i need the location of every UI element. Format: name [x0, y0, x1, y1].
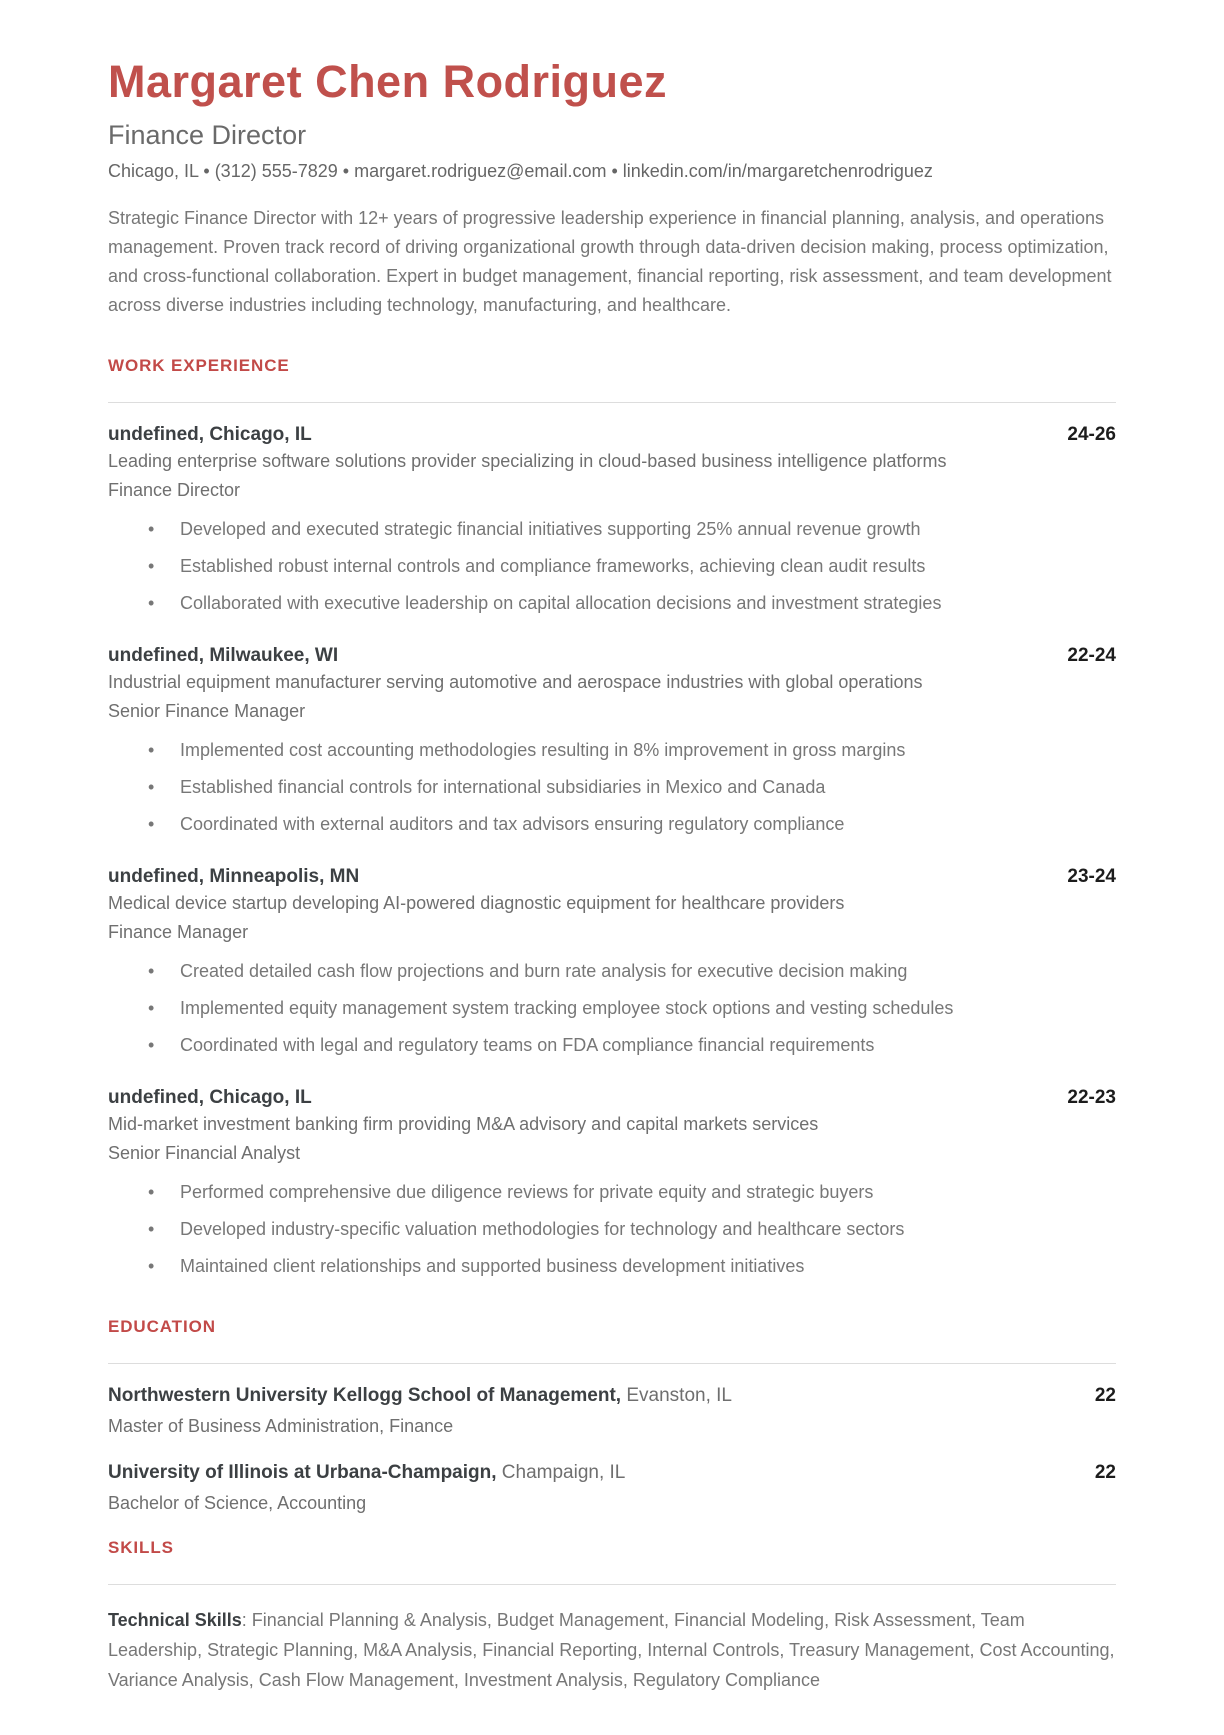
education-dates: 22: [1094, 1384, 1116, 1406]
bullet-item: • Collaborated with executive leadership on capital allocation decisions and investment strategies: [108, 589, 1116, 618]
job-header-row: [108, 865, 1116, 889]
skills-label: Technical Skills: [108, 1609, 242, 1630]
education-entry: [108, 1461, 1116, 1518]
job-description: Leading enterprise software solutions provider specializing in cloud-based business intelligence platforms: [108, 450, 947, 471]
bullet-item: • Coordinated with legal and regulatory teams on FDA compliance financial requirements: [108, 1031, 1116, 1060]
education-school: [108, 1384, 732, 1408]
education-section: [108, 1317, 1116, 1518]
work-experience-heading: WORK EXPERIENCE: [108, 355, 290, 375]
job-description: Industrial equipment manufacturer serving automotive and aerospace industries with global operations: [108, 671, 923, 692]
job-dates: 24-26: [1067, 423, 1116, 445]
job-bullet-list: [108, 1178, 1116, 1281]
job-role: Senior Finance Manager: [108, 700, 306, 721]
education-degree: Master of Business Administration, Finance: [108, 1415, 454, 1436]
job-entry: [108, 423, 1116, 618]
job-role: Finance Manager: [108, 921, 249, 942]
job-entry: [108, 1086, 1116, 1281]
contact-line: Chicago, IL • (312) 555-7829 • margaret.rodriguez@email.com • linkedin.com/in/margaretchenrodriguez: [108, 160, 933, 181]
skills-list: : Financial Planning & Analysis, Budget Management, Financial Modeling, Risk Assessment, Team Leadership, Strategic Planning, M&A Analysis, Financial Reporting, Internal Controls, Treasury Management, Cost Accounting, Variance Analysis, Cash Flow Management, Investment Analysis, Regulatory Compliance: [108, 1609, 1115, 1690]
job-bullet-list: [108, 736, 1116, 839]
bullet-item: • Performed comprehensive due diligence reviews for private equity and strategic buyers: [108, 1178, 1116, 1207]
section-divider: [108, 1363, 1116, 1364]
education-school-name: University of Illinois at Urbana-Champaign,: [108, 1461, 497, 1483]
education-header-row: [108, 1461, 1116, 1485]
skills-paragraph: [108, 1605, 1116, 1695]
bullet-item: • Implemented cost accounting methodologies resulting in 8% improvement in gross margins: [108, 736, 1116, 765]
bullet-item: • Created detailed cash flow projections and burn rate analysis for executive decision making: [108, 957, 1116, 986]
job-employer: undefined, Milwaukee, WI: [108, 644, 339, 666]
candidate-title: Finance Director: [108, 119, 307, 150]
candidate-name: Margaret Chen Rodriguez: [108, 56, 668, 107]
job-description: Mid-market investment banking firm providing M&A advisory and capital markets services: [108, 1113, 819, 1134]
education-school: [108, 1461, 625, 1485]
bullet-item: • Maintained client relationships and supported business development initiatives: [108, 1252, 1116, 1281]
job-bullet-list: [108, 957, 1116, 1060]
skills-section: [108, 1538, 1116, 1695]
job-header-row: [108, 423, 1116, 447]
job-dates: 22-24: [1067, 644, 1116, 666]
job-role: Finance Director: [108, 479, 241, 500]
job-role: Senior Financial Analyst: [108, 1142, 301, 1163]
job-dates: 22-23: [1067, 1086, 1116, 1108]
bullet-item: • Developed industry-specific valuation methodologies for technology and healthcare sectors: [108, 1215, 1116, 1244]
job-entry: [108, 865, 1116, 1060]
education-location: Evanston, IL: [621, 1384, 732, 1406]
education-dates: 22: [1094, 1461, 1116, 1483]
bullet-item: • Established financial controls for international subsidiaries in Mexico and Canada: [108, 773, 1116, 802]
job-description: Medical device startup developing AI-powered diagnostic equipment for healthcare providers: [108, 892, 845, 913]
job-header-row: [108, 1086, 1116, 1110]
bullet-item: • Coordinated with external auditors and tax advisors ensuring regulatory compliance: [108, 810, 1116, 839]
job-employer: undefined, Chicago, IL: [108, 1086, 312, 1108]
bullet-item: • Implemented equity management system tracking employee stock options and vesting schedules: [108, 994, 1116, 1023]
work-experience-section: [108, 356, 1116, 1281]
education-degree: Bachelor of Science, Accounting: [108, 1492, 367, 1513]
skills-heading: SKILLS: [108, 1537, 174, 1557]
section-divider: [108, 402, 1116, 403]
job-bullet-list: [108, 515, 1116, 618]
education-location: Champaign, IL: [496, 1461, 626, 1483]
resume-header: [108, 56, 1116, 320]
education-entry: [108, 1384, 1116, 1441]
bullet-item: • Established robust internal controls and compliance frameworks, achieving clean audit results: [108, 552, 1116, 581]
education-school-name: Northwestern University Kellogg School of Management,: [108, 1384, 622, 1406]
education-heading: EDUCATION: [108, 1316, 216, 1336]
job-dates: 23-24: [1067, 865, 1116, 887]
job-header-row: [108, 644, 1116, 668]
job-employer: undefined, Minneapolis, MN: [108, 865, 360, 887]
job-entry: [108, 644, 1116, 839]
education-header-row: [108, 1384, 1116, 1408]
bullet-item: • Developed and executed strategic financial initiatives supporting 25% annual revenue growth: [108, 515, 1116, 544]
job-employer: undefined, Chicago, IL: [108, 423, 312, 445]
summary-paragraph: Strategic Finance Director with 12+ years of progressive leadership experience in financial planning, analysis, and operations management. Proven track record of driving organizational growth through data-driven decision making, process optimization, and cross-functional collaboration. Expert in budget management, financial reporting, risk assessment, and team development across diverse industries including technology, manufacturing, and healthcare.: [108, 207, 1112, 315]
